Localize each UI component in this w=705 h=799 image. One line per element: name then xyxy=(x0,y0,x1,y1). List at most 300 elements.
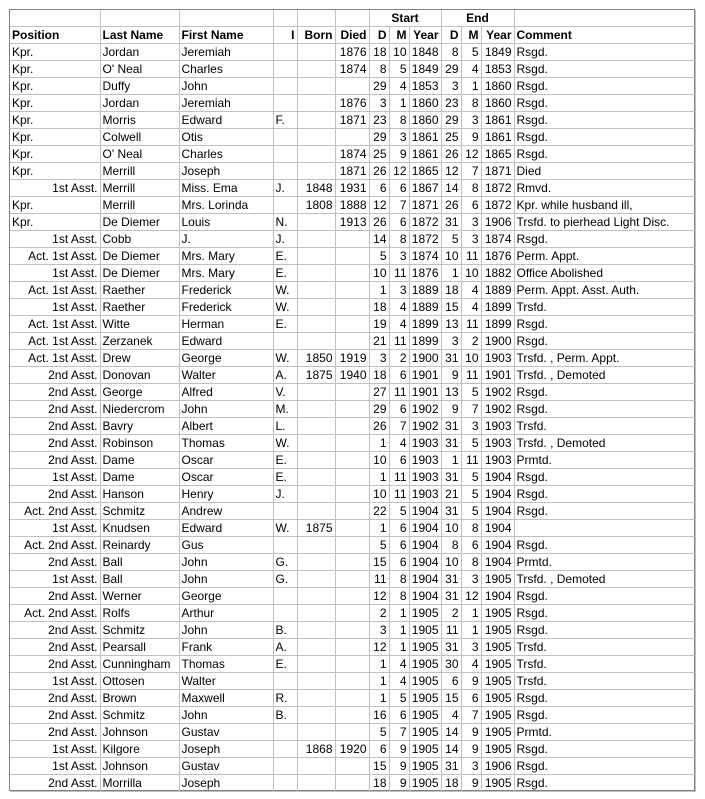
cell-last-name: Dame xyxy=(100,452,179,469)
cell-end-year: 1905 xyxy=(481,690,514,707)
cell-end-day: 25 xyxy=(441,129,461,146)
cell-comment: Rsgd. xyxy=(514,588,695,605)
cell-start-year: 1905 xyxy=(409,724,441,741)
cell-start-day: 1 xyxy=(369,520,389,537)
cell-last-name: Merrill xyxy=(100,163,179,180)
cell-comment: Rsgd. xyxy=(514,758,695,775)
cell-position: Act. 2nd Asst. xyxy=(10,503,100,520)
cell-start-month: 6 xyxy=(389,401,409,418)
cell-end-month: 3 xyxy=(461,231,481,248)
cell-initial: R. xyxy=(273,690,297,707)
cell-initial xyxy=(273,673,297,690)
column-header-end-month: M xyxy=(461,27,481,44)
cell-start-day: 26 xyxy=(369,418,389,435)
cell-end-month: 9 xyxy=(461,129,481,146)
cell-start-day: 14 xyxy=(369,231,389,248)
cell-died xyxy=(335,520,369,537)
cell-end-day: 18 xyxy=(441,775,461,792)
cell-start-year: 1902 xyxy=(409,401,441,418)
cell-initial: E. xyxy=(273,316,297,333)
cell-position: 2nd Asst. xyxy=(10,775,100,792)
cell-died xyxy=(335,418,369,435)
cell-start-year: 1904 xyxy=(409,554,441,571)
cell-last-name: Raether xyxy=(100,299,179,316)
cell-first-name: John xyxy=(179,571,273,588)
cell-end-year: 1904 xyxy=(481,503,514,520)
cell-died: 1871 xyxy=(335,163,369,180)
cell-end-day: 10 xyxy=(441,520,461,537)
cell-end-year: 1899 xyxy=(481,299,514,316)
cell-last-name: Merrill xyxy=(100,197,179,214)
cell-start-year: 1865 xyxy=(409,163,441,180)
cell-died xyxy=(335,299,369,316)
cell-initial xyxy=(273,537,297,554)
cell-last-name: Zerzanek xyxy=(100,333,179,350)
cell-end-day: 15 xyxy=(441,299,461,316)
cell-start-month: 7 xyxy=(389,197,409,214)
table-row xyxy=(10,435,695,452)
cell-died xyxy=(335,571,369,588)
cell-position: 1st Asst. xyxy=(10,673,100,690)
cell-end-month: 2 xyxy=(461,333,481,350)
cell-end-year: 1861 xyxy=(481,112,514,129)
cell-end-year: 1905 xyxy=(481,707,514,724)
cell-comment: Perm. Appt. Asst. Auth. xyxy=(514,282,695,299)
cell-start-year: 1889 xyxy=(409,282,441,299)
cell-first-name: Mrs. Mary xyxy=(179,248,273,265)
cell-start-year: 1905 xyxy=(409,605,441,622)
cell-born xyxy=(297,214,335,231)
cell-start-year: 1905 xyxy=(409,758,441,775)
cell-first-name: J. xyxy=(179,231,273,248)
cell-end-year: 1900 xyxy=(481,333,514,350)
cell-start-month: 7 xyxy=(389,724,409,741)
cell-position: 2nd Asst. xyxy=(10,486,100,503)
cell-born xyxy=(297,537,335,554)
table-row xyxy=(10,741,695,758)
cell-position: Act. 1st Asst. xyxy=(10,248,100,265)
cell-last-name: O' Neal xyxy=(100,146,179,163)
cell-last-name: De Diemer xyxy=(100,265,179,282)
cell-end-month: 1 xyxy=(461,622,481,639)
cell-start-day: 18 xyxy=(369,299,389,316)
cell-comment: Rsgd. xyxy=(514,129,695,146)
column-header-start-month: M xyxy=(389,27,409,44)
cell-initial xyxy=(273,588,297,605)
cell-died xyxy=(335,78,369,95)
cell-end-year: 1860 xyxy=(481,78,514,95)
cell-position: 1st Asst. xyxy=(10,741,100,758)
cell-start-month: 1 xyxy=(389,605,409,622)
cell-last-name: Hanson xyxy=(100,486,179,503)
table-row xyxy=(10,299,695,316)
cell-end-year: 1905 xyxy=(481,656,514,673)
cell-born: 1868 xyxy=(297,741,335,758)
cell-died xyxy=(335,401,369,418)
cell-died: 1920 xyxy=(335,741,369,758)
cell-end-year: 1905 xyxy=(481,605,514,622)
cell-start-year: 1905 xyxy=(409,707,441,724)
cell-position: 1st Asst. xyxy=(10,520,100,537)
cell-initial: E. xyxy=(273,469,297,486)
cell-first-name: Gustav xyxy=(179,758,273,775)
column-header-start-day: D xyxy=(369,27,389,44)
cell-born xyxy=(297,231,335,248)
cell-last-name: Ottosen xyxy=(100,673,179,690)
cell-born xyxy=(297,503,335,520)
header-group-row xyxy=(10,10,695,27)
cell-start-year: 1905 xyxy=(409,639,441,656)
cell-start-month: 4 xyxy=(389,656,409,673)
cell-position: Act. 2nd Asst. xyxy=(10,605,100,622)
cell-comment: Rsgd. xyxy=(514,537,695,554)
cell-start-day: 5 xyxy=(369,248,389,265)
cell-first-name: Charles xyxy=(179,146,273,163)
cell-last-name: O' Neal xyxy=(100,61,179,78)
cell-end-day: 31 xyxy=(441,435,461,452)
cell-comment: Trsfd. xyxy=(514,656,695,673)
cell-comment: Rsgd. xyxy=(514,316,695,333)
cell-died xyxy=(335,656,369,673)
cell-comment: Rsgd. xyxy=(514,605,695,622)
cell-first-name: Edward xyxy=(179,333,273,350)
cell-end-month: 6 xyxy=(461,690,481,707)
cell-position: 2nd Asst. xyxy=(10,724,100,741)
cell-born xyxy=(297,588,335,605)
cell-first-name: Walter xyxy=(179,367,273,384)
cell-end-day: 2 xyxy=(441,605,461,622)
cell-born xyxy=(297,299,335,316)
cell-position: 2nd Asst. xyxy=(10,690,100,707)
cell-end-day: 9 xyxy=(441,367,461,384)
cell-end-day: 10 xyxy=(441,554,461,571)
cell-end-day: 31 xyxy=(441,588,461,605)
cell-end-year: 1903 xyxy=(481,435,514,452)
cell-start-year: 1904 xyxy=(409,571,441,588)
cell-comment: Rsgd. xyxy=(514,486,695,503)
cell-position: Act. 2nd Asst. xyxy=(10,537,100,554)
cell-first-name: George xyxy=(179,350,273,367)
cell-start-year: 1848 xyxy=(409,44,441,61)
cell-start-year: 1874 xyxy=(409,248,441,265)
cell-comment: Rsgd. xyxy=(514,401,695,418)
cell-start-year: 1860 xyxy=(409,112,441,129)
cell-last-name: Merrill xyxy=(100,180,179,197)
cell-born xyxy=(297,384,335,401)
cell-end-year: 1901 xyxy=(481,367,514,384)
cell-position: 2nd Asst. xyxy=(10,656,100,673)
table-row xyxy=(10,452,695,469)
cell-start-day: 1 xyxy=(369,656,389,673)
cell-end-year: 1904 xyxy=(481,520,514,537)
table-row xyxy=(10,384,695,401)
cell-last-name: Colwell xyxy=(100,129,179,146)
cell-born xyxy=(297,571,335,588)
table-row xyxy=(10,571,695,588)
cell-end-month: 8 xyxy=(461,554,481,571)
cell-end-month: 8 xyxy=(461,95,481,112)
cell-start-year: 1905 xyxy=(409,741,441,758)
cell-end-year: 1902 xyxy=(481,384,514,401)
cell-end-day: 6 xyxy=(441,673,461,690)
cell-end-month: 10 xyxy=(461,350,481,367)
cell-first-name: John xyxy=(179,554,273,571)
cell-first-name: Frederick xyxy=(179,299,273,316)
table-row xyxy=(10,486,695,503)
header-blank xyxy=(100,10,179,27)
cell-last-name: Rolfs xyxy=(100,605,179,622)
cell-end-day: 18 xyxy=(441,282,461,299)
cell-initial: J. xyxy=(273,180,297,197)
cell-start-year: 1867 xyxy=(409,180,441,197)
cell-start-month: 8 xyxy=(389,231,409,248)
cell-start-month: 8 xyxy=(389,588,409,605)
cell-end-day: 29 xyxy=(441,112,461,129)
cell-position: Kpr. xyxy=(10,197,100,214)
cell-end-year: 1905 xyxy=(481,571,514,588)
cell-start-month: 11 xyxy=(389,333,409,350)
cell-start-month: 4 xyxy=(389,316,409,333)
cell-start-month: 6 xyxy=(389,537,409,554)
cell-died xyxy=(335,231,369,248)
cell-died xyxy=(335,469,369,486)
cell-born xyxy=(297,554,335,571)
cell-last-name: Pearsall xyxy=(100,639,179,656)
cell-end-day: 3 xyxy=(441,333,461,350)
cell-initial: M. xyxy=(273,401,297,418)
cell-initial: W. xyxy=(273,282,297,299)
column-header-last-name: Last Name xyxy=(100,27,179,44)
cell-comment: Office Abolished xyxy=(514,265,695,282)
cell-died: 1876 xyxy=(335,95,369,112)
cell-end-month: 5 xyxy=(461,486,481,503)
cell-position: 1st Asst. xyxy=(10,180,100,197)
cell-initial: E. xyxy=(273,248,297,265)
cell-initial: J. xyxy=(273,486,297,503)
cell-position: Kpr. xyxy=(10,61,100,78)
table-row xyxy=(10,112,695,129)
cell-end-month: 3 xyxy=(461,418,481,435)
cell-position: 1st Asst. xyxy=(10,299,100,316)
cell-first-name: John xyxy=(179,78,273,95)
cell-comment: Trsfd. to pierhead Light Disc. xyxy=(514,214,695,231)
cell-last-name: Schmitz xyxy=(100,622,179,639)
cell-comment: Rsgd. xyxy=(514,44,695,61)
column-header-row xyxy=(10,27,695,44)
cell-position: 2nd Asst. xyxy=(10,384,100,401)
cell-born xyxy=(297,316,335,333)
cell-end-year: 1874 xyxy=(481,231,514,248)
cell-end-year: 1904 xyxy=(481,486,514,503)
cell-start-day: 10 xyxy=(369,265,389,282)
cell-position: 1st Asst. xyxy=(10,469,100,486)
cell-start-year: 1901 xyxy=(409,384,441,401)
table-row xyxy=(10,231,695,248)
table-row xyxy=(10,61,695,78)
cell-end-year: 1903 xyxy=(481,452,514,469)
cell-start-month: 4 xyxy=(389,673,409,690)
cell-start-day: 12 xyxy=(369,639,389,656)
cell-start-month: 11 xyxy=(389,486,409,503)
cell-comment: Died xyxy=(514,163,695,180)
cell-born xyxy=(297,78,335,95)
cell-start-month: 4 xyxy=(389,78,409,95)
cell-initial xyxy=(273,95,297,112)
cell-last-name: George xyxy=(100,384,179,401)
cell-died xyxy=(335,724,369,741)
cell-position: 2nd Asst. xyxy=(10,435,100,452)
cell-last-name: De Diemer xyxy=(100,214,179,231)
cell-start-day: 23 xyxy=(369,112,389,129)
cell-died: 1919 xyxy=(335,350,369,367)
cell-end-month: 1 xyxy=(461,78,481,95)
cell-last-name: Ball xyxy=(100,554,179,571)
cell-died xyxy=(335,486,369,503)
cell-start-year: 1903 xyxy=(409,469,441,486)
table-row xyxy=(10,333,695,350)
cell-last-name: Drew xyxy=(100,350,179,367)
cell-end-day: 14 xyxy=(441,180,461,197)
cell-start-day: 29 xyxy=(369,401,389,418)
cell-last-name: Bavry xyxy=(100,418,179,435)
cell-initial: E. xyxy=(273,452,297,469)
cell-last-name: Kilgore xyxy=(100,741,179,758)
cell-start-year: 1902 xyxy=(409,418,441,435)
cell-first-name: Edward xyxy=(179,112,273,129)
cell-comment: Rsgd. xyxy=(514,146,695,163)
cell-died: 1874 xyxy=(335,61,369,78)
cell-born xyxy=(297,282,335,299)
cell-start-day: 15 xyxy=(369,554,389,571)
cell-initial xyxy=(273,44,297,61)
cell-position: Kpr. xyxy=(10,146,100,163)
cell-last-name: Schmitz xyxy=(100,707,179,724)
cell-initial xyxy=(273,605,297,622)
cell-start-month: 11 xyxy=(389,384,409,401)
cell-end-day: 9 xyxy=(441,401,461,418)
column-header-position: Position xyxy=(10,27,100,44)
cell-start-day: 26 xyxy=(369,163,389,180)
cell-end-day: 31 xyxy=(441,214,461,231)
cell-first-name: Joseph xyxy=(179,741,273,758)
cell-comment: Rsgd. xyxy=(514,741,695,758)
cell-start-month: 3 xyxy=(389,282,409,299)
header-blank xyxy=(10,10,100,27)
keeper-roster-sheet xyxy=(9,9,695,791)
cell-start-month: 1 xyxy=(389,622,409,639)
cell-born xyxy=(297,775,335,792)
cell-position: Act. 1st Asst. xyxy=(10,333,100,350)
cell-start-year: 1872 xyxy=(409,231,441,248)
cell-died xyxy=(335,248,369,265)
header-blank xyxy=(297,10,335,27)
table-row xyxy=(10,316,695,333)
cell-start-day: 25 xyxy=(369,146,389,163)
header-blank xyxy=(514,10,695,27)
cell-start-year: 1871 xyxy=(409,197,441,214)
cell-end-month: 12 xyxy=(461,588,481,605)
cell-start-day: 2 xyxy=(369,605,389,622)
cell-initial xyxy=(273,129,297,146)
cell-start-year: 1899 xyxy=(409,316,441,333)
cell-start-month: 1 xyxy=(389,639,409,656)
cell-first-name: Edward xyxy=(179,520,273,537)
cell-end-day: 31 xyxy=(441,571,461,588)
cell-first-name: Oscar xyxy=(179,452,273,469)
cell-died: 1913 xyxy=(335,214,369,231)
cell-comment: Rsgd. xyxy=(514,78,695,95)
cell-born xyxy=(297,452,335,469)
cell-start-day: 5 xyxy=(369,724,389,741)
cell-end-month: 6 xyxy=(461,537,481,554)
cell-end-day: 14 xyxy=(441,724,461,741)
cell-last-name: Donovan xyxy=(100,367,179,384)
cell-last-name: Knudsen xyxy=(100,520,179,537)
cell-end-day: 4 xyxy=(441,707,461,724)
cell-start-month: 6 xyxy=(389,554,409,571)
table-row xyxy=(10,724,695,741)
cell-comment: Trsfd. xyxy=(514,299,695,316)
cell-start-day: 11 xyxy=(369,571,389,588)
cell-born xyxy=(297,61,335,78)
cell-end-month: 10 xyxy=(461,265,481,282)
cell-born xyxy=(297,605,335,622)
cell-end-year: 1865 xyxy=(481,146,514,163)
table-row xyxy=(10,503,695,520)
cell-start-day: 1 xyxy=(369,282,389,299)
header-blank xyxy=(335,10,369,27)
cell-last-name: Johnson xyxy=(100,724,179,741)
cell-died: 1888 xyxy=(335,197,369,214)
cell-comment: Rsgd. xyxy=(514,775,695,792)
cell-born xyxy=(297,639,335,656)
cell-first-name: Frank xyxy=(179,639,273,656)
cell-end-month: 3 xyxy=(461,639,481,656)
cell-died xyxy=(335,333,369,350)
table-row xyxy=(10,758,695,775)
cell-position: Act. 1st Asst. xyxy=(10,316,100,333)
table-row xyxy=(10,656,695,673)
cell-comment: Rsgd. xyxy=(514,503,695,520)
cell-comment: Perm. Appt. xyxy=(514,248,695,265)
cell-end-year: 1899 xyxy=(481,316,514,333)
cell-start-day: 26 xyxy=(369,214,389,231)
cell-end-month: 7 xyxy=(461,401,481,418)
cell-first-name: Andrew xyxy=(179,503,273,520)
column-header-end-day: D xyxy=(441,27,461,44)
cell-died xyxy=(335,452,369,469)
cell-end-year: 1876 xyxy=(481,248,514,265)
cell-end-month: 5 xyxy=(461,384,481,401)
cell-first-name: Alfred xyxy=(179,384,273,401)
cell-start-month: 9 xyxy=(389,758,409,775)
cell-initial xyxy=(273,61,297,78)
cell-end-day: 31 xyxy=(441,350,461,367)
cell-end-year: 1872 xyxy=(481,180,514,197)
cell-start-month: 11 xyxy=(389,469,409,486)
cell-died xyxy=(335,316,369,333)
cell-end-day: 30 xyxy=(441,656,461,673)
cell-start-day: 10 xyxy=(369,452,389,469)
cell-start-month: 5 xyxy=(389,61,409,78)
cell-initial: W. xyxy=(273,520,297,537)
cell-end-day: 12 xyxy=(441,163,461,180)
table-row xyxy=(10,214,695,231)
cell-first-name: John xyxy=(179,707,273,724)
cell-end-year: 1905 xyxy=(481,724,514,741)
cell-born xyxy=(297,435,335,452)
cell-position: 2nd Asst. xyxy=(10,707,100,724)
